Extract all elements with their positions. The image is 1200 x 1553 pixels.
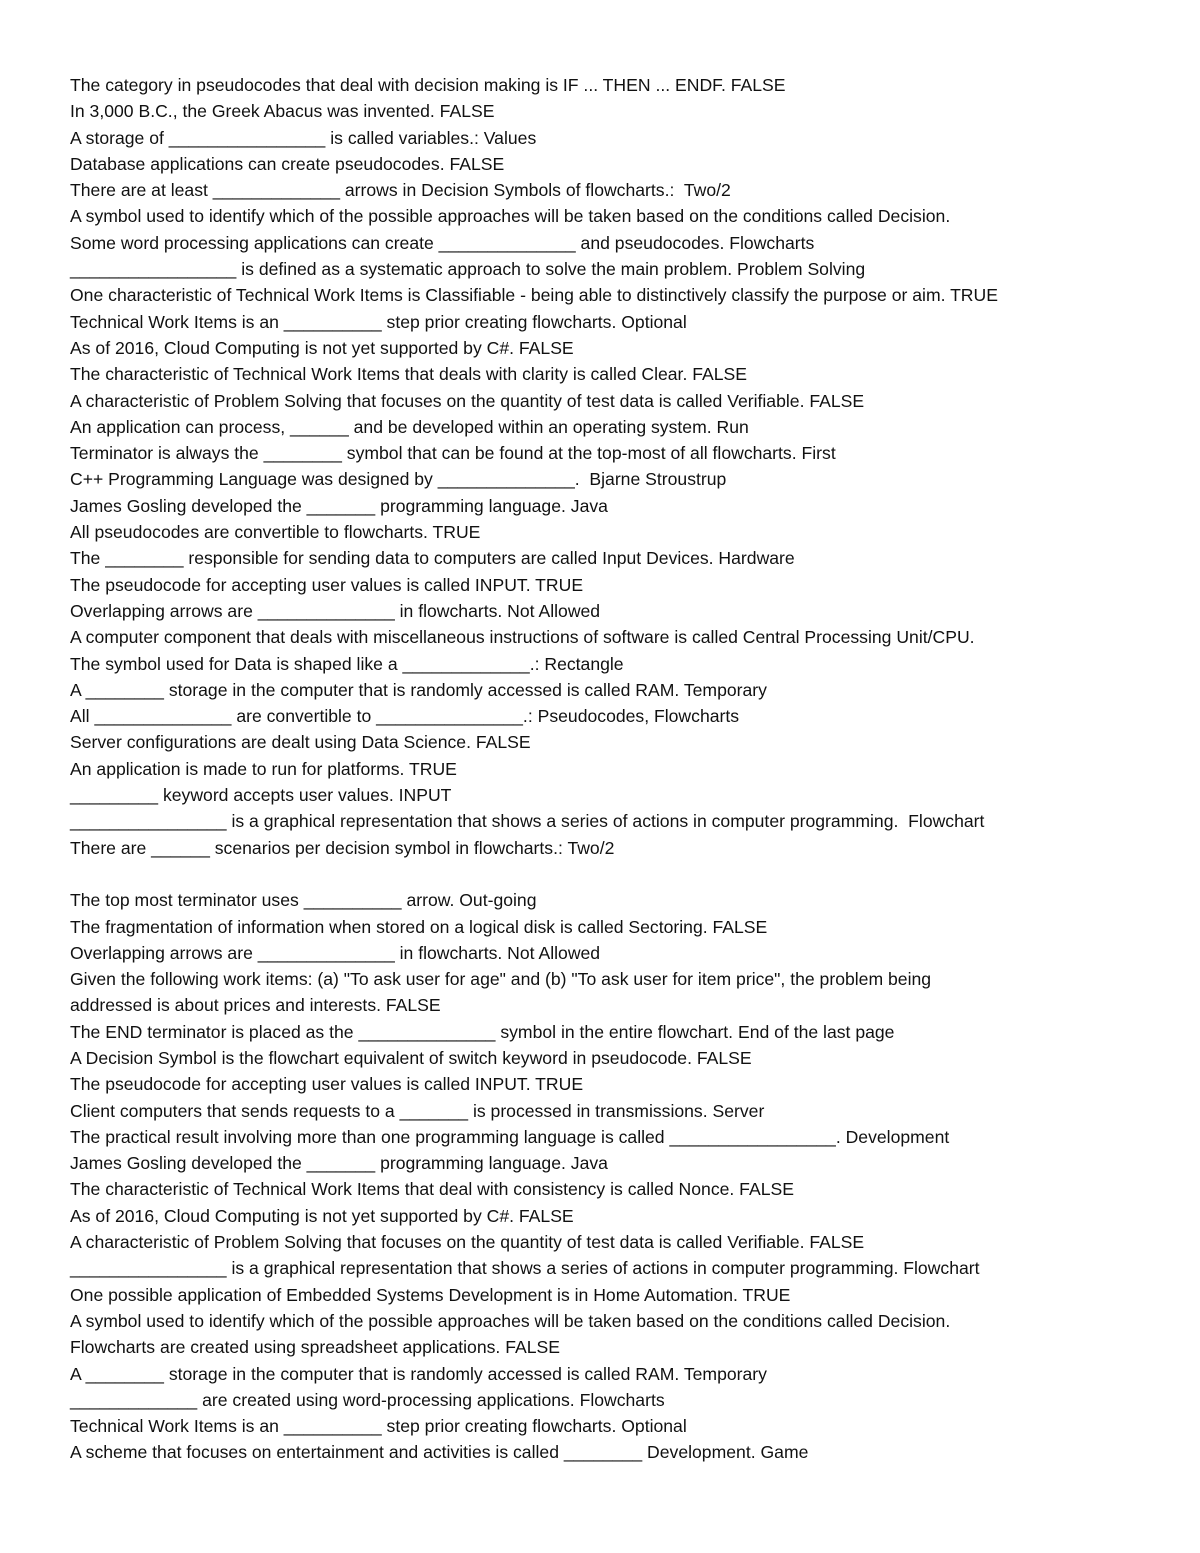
text-line: A computer component that deals with miscellaneous instructions of software is called Central Processing Unit/CPU. [70,627,975,648]
text-line: A scheme that focuses on entertainment and activities is called ________ Development. Game [70,1442,809,1463]
text-line: Given the following work items: (a) "To ask user for age" and (b) "To ask user for item price", the problem being [70,969,932,990]
text-line: One characteristic of Technical Work Items is Classifiable - being able to distinctively classify the purpose or aim. TRUE [70,285,998,306]
text-line: There are ______ scenarios per decision symbol in flowcharts.: Two/2 [70,837,615,858]
text-line: The characteristic of Technical Work Items that deal with consistency is called Nonce. FALSE [70,1179,794,1200]
text-line: _________________ is defined as a systematic approach to solve the main problem. Problem Solving [70,259,866,280]
text-line: Client computers that sends requests to a _______ is processed in transmissions. Server [70,1100,765,1121]
text-line: ________________ is a graphical representation that shows a series of actions in computer programming. Flowchart [70,811,985,832]
text-line: The category in pseudocodes that deal with decision making is IF ... THEN ... ENDF. FALSE [70,75,786,95]
text-line: A ________ storage in the computer that is randomly accessed is called RAM. Temporary [70,1363,767,1384]
text-line: As of 2016, Cloud Computing is not yet supported by C#. FALSE [70,1205,574,1226]
text-line: Overlapping arrows are ______________ in flowcharts. Not Allowed [70,600,601,621]
text-line: There are at least _____________ arrows in Decision Symbols of flowcharts.: Two/2 [70,180,731,201]
question-list-section-2 [70,887,1160,1466]
text-line: All pseudocodes are convertible to flowcharts. TRUE [70,522,481,543]
text-line: The pseudocode for accepting user values is called INPUT. TRUE [70,1074,584,1095]
text-line: As of 2016, Cloud Computing is not yet supported by C#. FALSE [70,337,574,358]
text-line: A characteristic of Problem Solving that focuses on the quantity of test data is called Verifiable. FALSE [70,1232,865,1253]
text-line: The fragmentation of information when stored on a logical disk is called Sectoring. FALSE [70,916,768,937]
text-line: The pseudocode for accepting user values is called INPUT. TRUE [70,574,584,595]
text-line: _____________ are created using word-processing applications. Flowcharts [70,1389,665,1410]
text-line: addressed is about prices and interests. FALSE [70,995,441,1016]
question-list-section-1 [70,72,1160,861]
text-line: C++ Programming Language was designed by ______________. Bjarne Stroustrup [70,469,727,490]
text-line: Technical Work Items is an __________ step prior creating flowcharts. Optional [70,311,687,332]
text-line: A storage of ________________ is called variables.: Values [70,127,537,148]
text-line: Some word processing applications can create ______________ and pseudocodes. Flowcharts [70,232,815,253]
text-line: All ______________ are convertible to _______________.: Pseudocodes, Flowcharts [70,706,740,727]
text-line: _________ keyword accepts user values. INPUT [70,785,452,806]
text-line: ________________ is a graphical representation that shows a series of actions in computer programming. Flowchart [70,1258,980,1279]
text-line: The characteristic of Technical Work Items that deals with clarity is called Clear. FALSE [70,364,747,385]
text-line: A symbol used to identify which of the possible approaches will be taken based on the conditions called Decision. [70,1310,951,1331]
text-line: A ________ storage in the computer that is randomly accessed is called RAM. Temporary [70,679,767,700]
text-line: In 3,000 B.C., the Greek Abacus was invented. FALSE [70,101,495,122]
blank-line-spacer [70,861,1160,887]
text-line: A characteristic of Problem Solving that focuses on the quantity of test data is called Verifiable. FALSE [70,390,865,411]
text-line: Terminator is always the ________ symbol that can be found at the top-most of all flowcharts. First [70,443,836,464]
text-line: Database applications can create pseudocodes. FALSE [70,153,505,174]
text-line: The ________ responsible for sending data to computers are called Input Devices. Hardware [70,548,795,569]
text-line: One possible application of Embedded Systems Development is in Home Automation. TRUE [70,1284,791,1305]
text-line: An application can process, ______ and be developed within an operating system. Run [70,416,749,437]
text-line: Flowcharts are created using spreadsheet applications. FALSE [70,1337,560,1358]
text-line: Overlapping arrows are ______________ in flowcharts. Not Allowed [70,942,601,963]
text-line: The END terminator is placed as the ______________ symbol in the entire flowchart. End of the last page [70,1021,895,1042]
text-line: A symbol used to identify which of the possible approaches will be taken based on the conditions called Decision. [70,206,951,227]
text-line: Technical Work Items is an __________ step prior creating flowcharts. Optional [70,1416,687,1437]
text-line: James Gosling developed the _______ programming language. Java [70,495,608,516]
text-line: The symbol used for Data is shaped like a _____________.: Rectangle [70,653,624,674]
text-line: Server configurations are dealt using Data Science. FALSE [70,732,531,753]
text-line: The top most terminator uses __________ arrow. Out-going [70,890,537,911]
text-line: A Decision Symbol is the flowchart equivalent of switch keyword in pseudocode. FALSE [70,1047,752,1068]
text-line: The practical result involving more than one programming language is called _________________. Development [70,1126,950,1147]
text-line: An application is made to run for platforms. TRUE [70,758,457,779]
text-line: James Gosling developed the _______ programming language. Java [70,1153,608,1174]
document-page [70,72,1160,1466]
